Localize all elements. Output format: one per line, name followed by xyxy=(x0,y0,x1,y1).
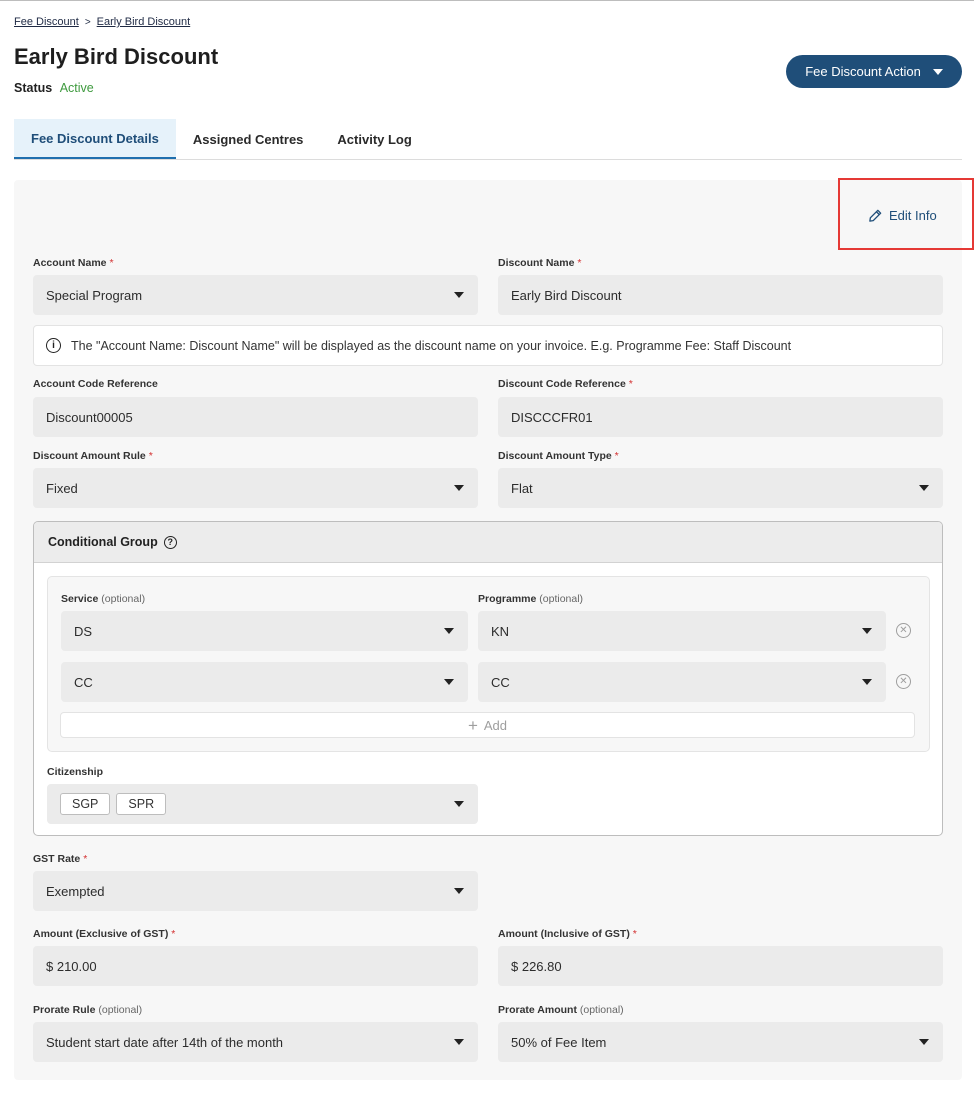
breadcrumb-fee-discount[interactable]: Fee Discount xyxy=(14,16,79,28)
caret-down-icon xyxy=(454,801,464,807)
status-value: Active xyxy=(59,81,94,95)
info-note-text: The "Account Name: Discount Name" will be displayed as the discount name on your invoice. E.g. Programme Fee: Staff Discount xyxy=(71,338,792,353)
account-code-label: Account Code Reference xyxy=(33,378,158,390)
discount-name-label: Discount Name * xyxy=(498,257,582,269)
fee-discount-action-button[interactable] xyxy=(786,55,962,88)
amount-type-label: Discount Amount Type * xyxy=(498,450,619,462)
programme-select[interactable] xyxy=(478,662,886,702)
amount-excl-label: Amount (Exclusive of GST) * xyxy=(33,928,176,940)
prorate-amount-value: 50% of Fee Item xyxy=(511,1034,607,1050)
tab-activity-log[interactable]: Activity Log xyxy=(337,131,412,147)
status-row xyxy=(14,81,94,95)
caret-down-icon xyxy=(444,628,454,634)
breadcrumb-early-bird-discount[interactable]: Early Bird Discount xyxy=(96,16,191,28)
edit-info-button[interactable] xyxy=(868,208,937,223)
conditional-group-title: Conditional Group xyxy=(48,535,158,549)
citizenship-label: Citizenship xyxy=(47,766,104,778)
discount-code-field[interactable] xyxy=(498,397,943,437)
prorate-rule-value: Student start date after 14th of the month xyxy=(46,1034,284,1050)
add-row-button[interactable] xyxy=(60,712,915,738)
tab-fee-discount-details[interactable]: Fee Discount Details xyxy=(14,119,176,159)
amount-rule-select[interactable] xyxy=(33,468,478,508)
fee-discount-action-label: Fee Discount Action xyxy=(805,64,921,79)
account-name-select[interactable] xyxy=(33,275,478,315)
amount-incl-field[interactable] xyxy=(498,946,943,986)
add-row-label: Add xyxy=(483,717,508,733)
amount-excl-value: $ 210.00 xyxy=(46,958,97,974)
conditional-group-header xyxy=(34,522,942,563)
caret-down-icon xyxy=(454,1039,464,1045)
programme-value: KN xyxy=(491,623,510,639)
discount-code-label: Discount Code Reference * xyxy=(498,378,633,390)
gst-rate-label: GST Rate * xyxy=(33,853,88,865)
account-name-value: Special Program xyxy=(46,287,143,303)
citizenship-chip[interactable]: SGP xyxy=(60,793,110,815)
info-note xyxy=(33,325,943,366)
prorate-amount-label: Prorate Amount (optional) xyxy=(498,1004,624,1016)
programme-select[interactable] xyxy=(478,611,886,651)
edit-info-label: Edit Info xyxy=(889,208,937,223)
service-value: DS xyxy=(74,623,93,639)
caret-down-icon xyxy=(919,1039,929,1045)
service-select[interactable] xyxy=(61,662,468,702)
citizenship-select[interactable] xyxy=(47,784,478,824)
account-name-label: Account Name * xyxy=(33,257,114,269)
amount-rule-value: Fixed xyxy=(46,480,78,496)
citizenship-chip[interactable]: SPR xyxy=(116,793,166,815)
service-label: Service (optional) xyxy=(61,593,146,605)
prorate-amount-select[interactable] xyxy=(498,1022,943,1062)
caret-down-icon xyxy=(862,679,872,685)
caret-down-icon xyxy=(919,485,929,491)
info-icon: i xyxy=(46,338,61,353)
amount-incl-value: $ 226.80 xyxy=(511,958,562,974)
discount-code-value: DISCCCFR01 xyxy=(511,409,593,425)
discount-name-value: Early Bird Discount xyxy=(511,287,622,303)
caret-down-icon xyxy=(444,679,454,685)
caret-down-icon xyxy=(454,485,464,491)
account-code-field[interactable] xyxy=(33,397,478,437)
amount-rule-label: Discount Amount Rule * xyxy=(33,450,153,462)
programme-label: Programme (optional) xyxy=(478,593,584,605)
amount-excl-field[interactable] xyxy=(33,946,478,986)
help-icon[interactable]: ? xyxy=(164,536,177,549)
account-code-value: Discount00005 xyxy=(46,409,133,425)
prorate-rule-label: Prorate Rule (optional) xyxy=(33,1004,143,1016)
remove-row-icon[interactable]: ✕ xyxy=(896,623,911,638)
amount-type-select[interactable] xyxy=(498,468,943,508)
service-value: CC xyxy=(74,674,93,690)
caret-down-icon xyxy=(862,628,872,634)
caret-down-icon xyxy=(933,69,943,75)
amount-type-value: Flat xyxy=(511,480,533,496)
plus-icon: + xyxy=(467,715,478,735)
breadcrumb-separator: > xyxy=(84,16,91,28)
discount-name-field[interactable] xyxy=(498,275,943,315)
caret-down-icon xyxy=(454,888,464,894)
programme-value: CC xyxy=(491,674,510,690)
breadcrumb xyxy=(14,16,190,28)
remove-row-icon[interactable]: ✕ xyxy=(896,674,911,689)
caret-down-icon xyxy=(454,292,464,298)
tab-assigned-centres[interactable]: Assigned Centres xyxy=(192,131,304,147)
gst-rate-value: Exempted xyxy=(46,883,105,899)
page-title: Early Bird Discount xyxy=(14,44,219,69)
pencil-icon xyxy=(868,208,883,223)
service-select[interactable] xyxy=(61,611,468,651)
top-divider xyxy=(0,0,974,1)
amount-incl-label: Amount (Inclusive of GST) * xyxy=(498,928,637,940)
status-label: Status xyxy=(14,81,53,95)
gst-rate-select[interactable] xyxy=(33,871,478,911)
tab-bar xyxy=(14,119,962,160)
prorate-rule-select[interactable] xyxy=(33,1022,478,1062)
